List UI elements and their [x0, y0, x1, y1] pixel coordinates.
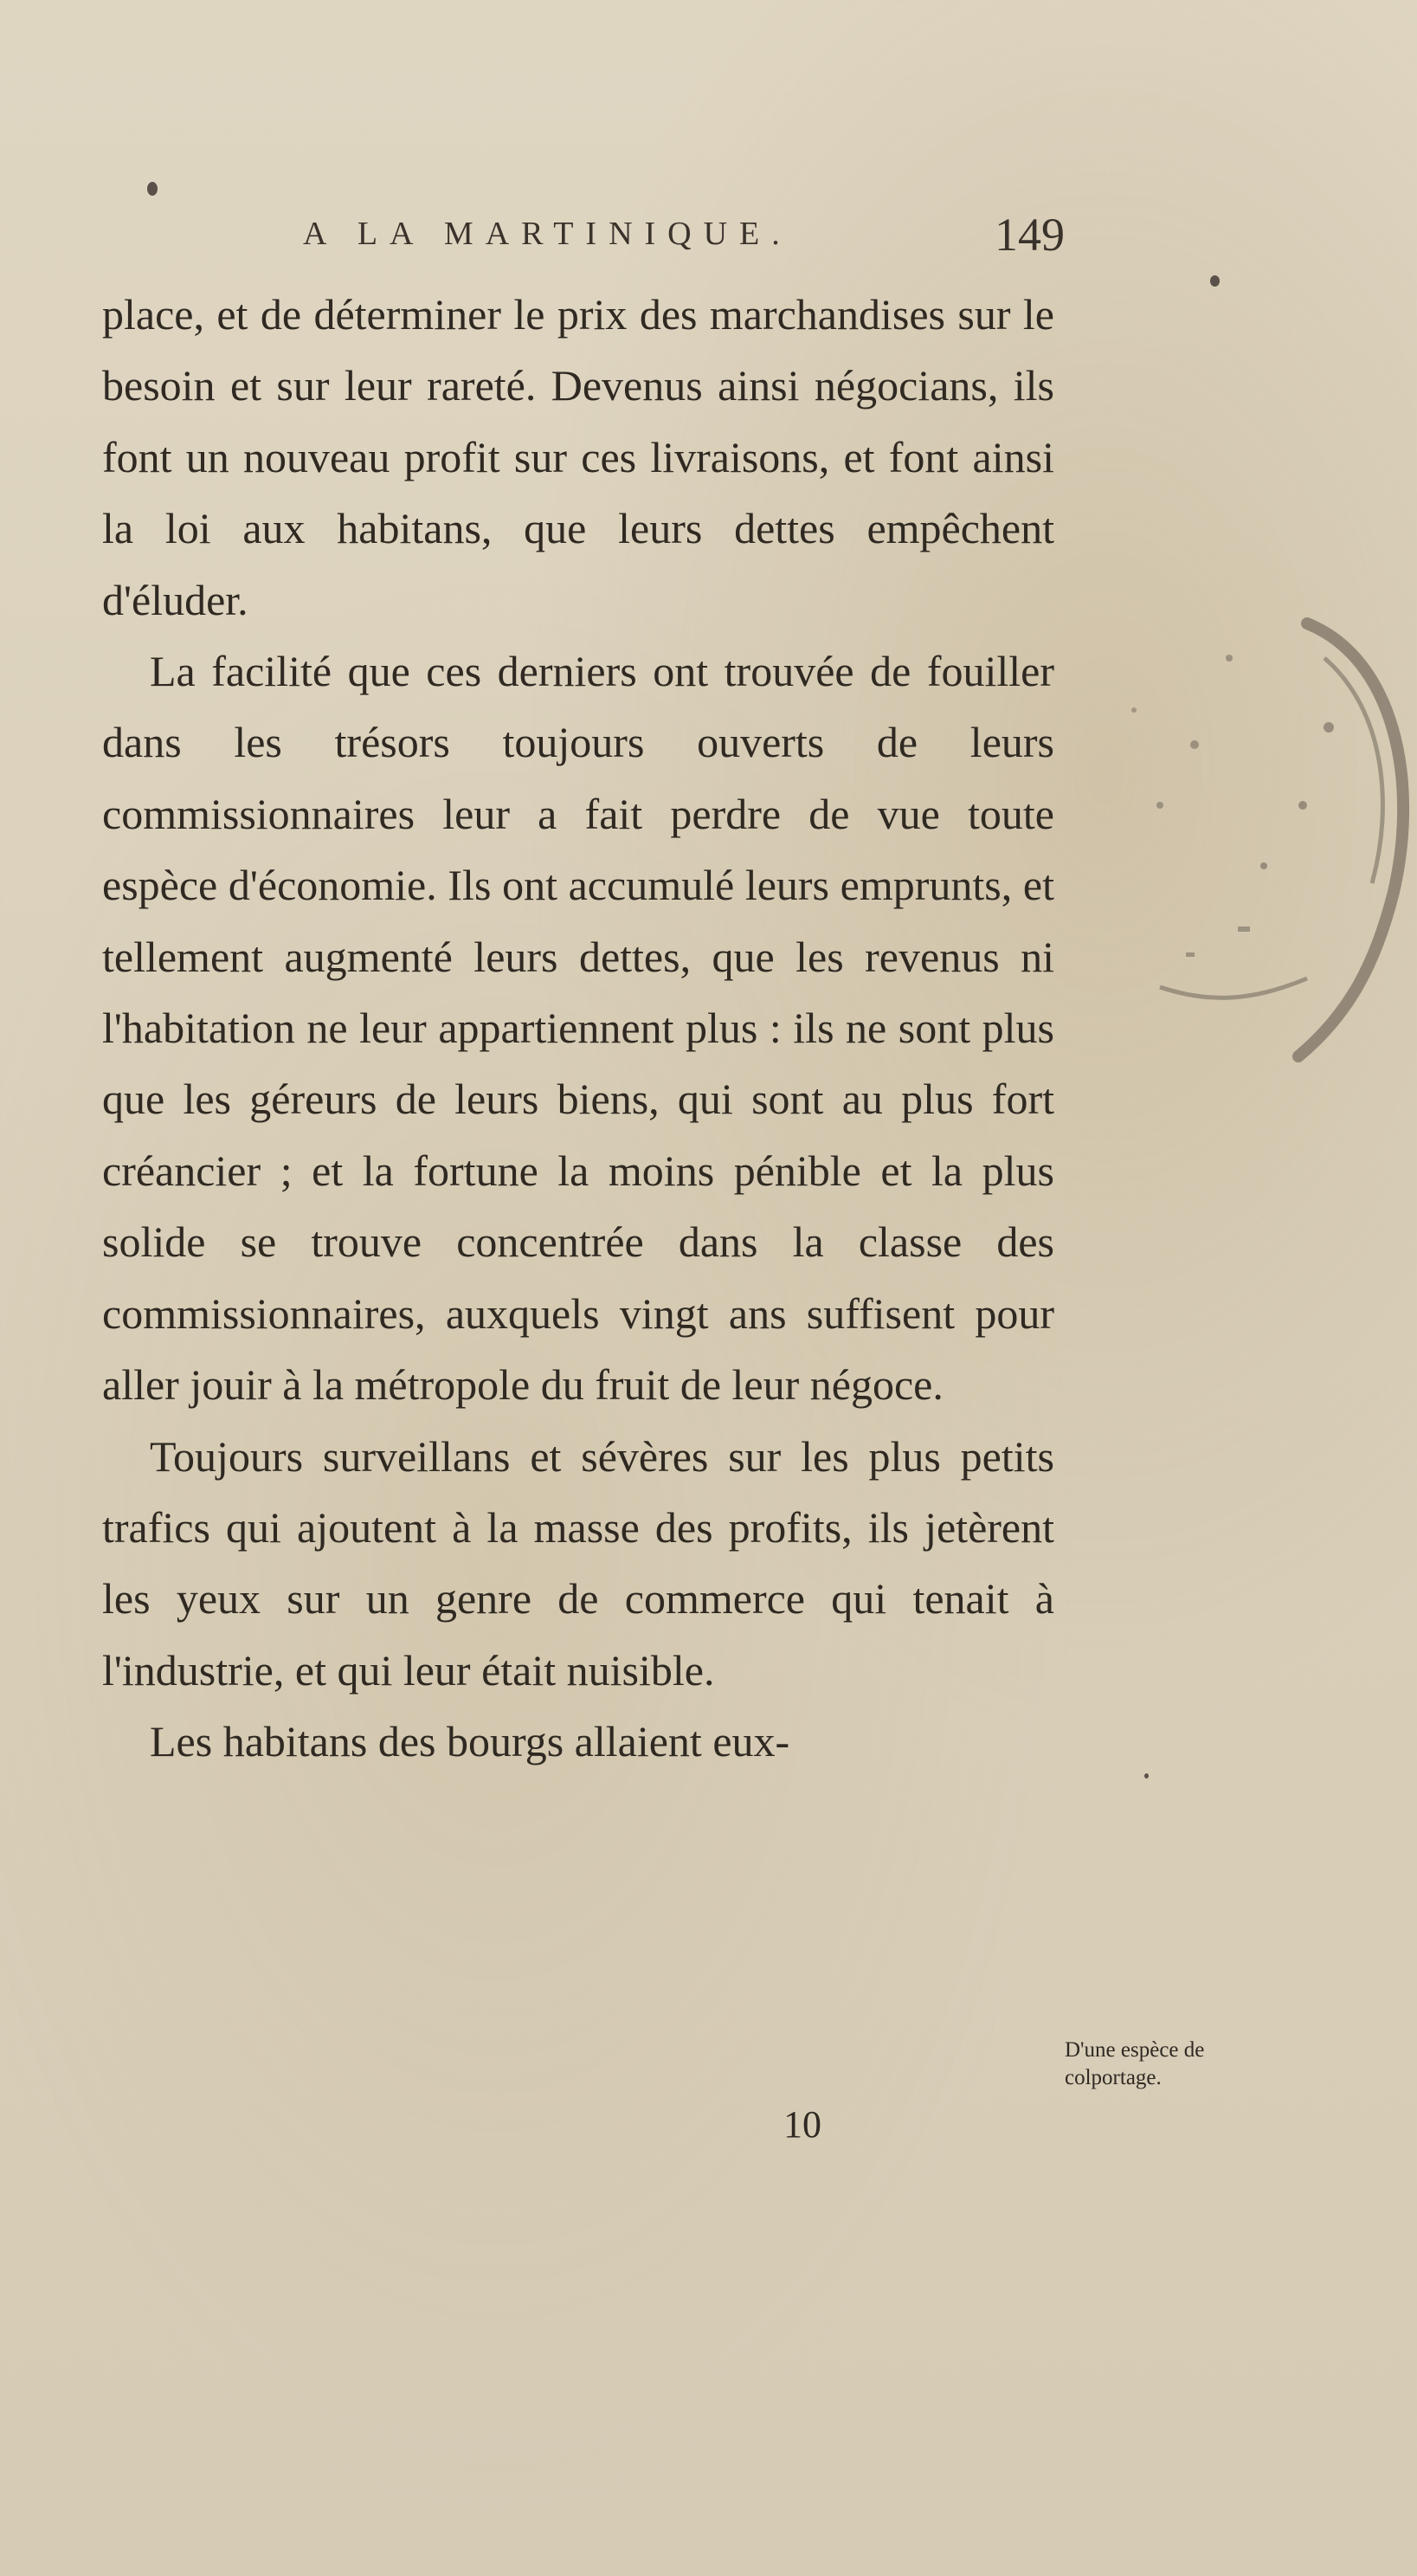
ink-speck [1210, 275, 1220, 287]
margin-note: D'une espèce de colportage. [1065, 2038, 1205, 2089]
body-text [102, 279, 1054, 1778]
paragraph: La facilité que ces derniers ont trouvée de fouiller dans les trésors toujours ouverts de leurs commissionnaires leur a fait perdre de vue toute espèce d'économie. Ils ont accumulé leurs emprunts, et tellement augmenté leurs dettes, que les revenus ni l'habitation ne leur appartiennent plus : ils ne sont plus que les géreurs de leurs biens, qui sont au plus fort créancier ; et la fortune la moins pénible et la plus solide se trouve concentrée dans la classe des commissionnaires, auxquels vingt ans suffisent pour aller jouir à la métropole du fruit de leur négoce. [102, 647, 1054, 1410]
library-stamp [1108, 606, 1417, 1091]
ink-speck [147, 182, 158, 196]
page-number: 149 [995, 209, 1065, 261]
page-header [303, 208, 1065, 268]
paragraph: Les habitans des bourgs allaient eux- [150, 1717, 790, 1766]
running-head: A LA MARTINIQUE. [303, 216, 792, 252]
paragraph: Toujours surveillans et sévères sur les plus petits trafics qui ajoutent à la masse des profits, ils jetèrent les yeux sur un genre de commerce qui tenait à l'industrie, et qui leur était nuisible. [102, 1431, 1054, 1695]
signature-mark: 10 [783, 2103, 821, 2146]
ink-speck [1144, 1773, 1149, 1779]
paragraph: place, et de déterminer le prix des marchandises sur le besoin et sur leur rareté. Devenus ainsi négocians, ils font un nouveau profit sur ces livraisons, et font ainsi la loi aux habitans, que leurs dettes empêchent d'éluder. [102, 290, 1054, 624]
